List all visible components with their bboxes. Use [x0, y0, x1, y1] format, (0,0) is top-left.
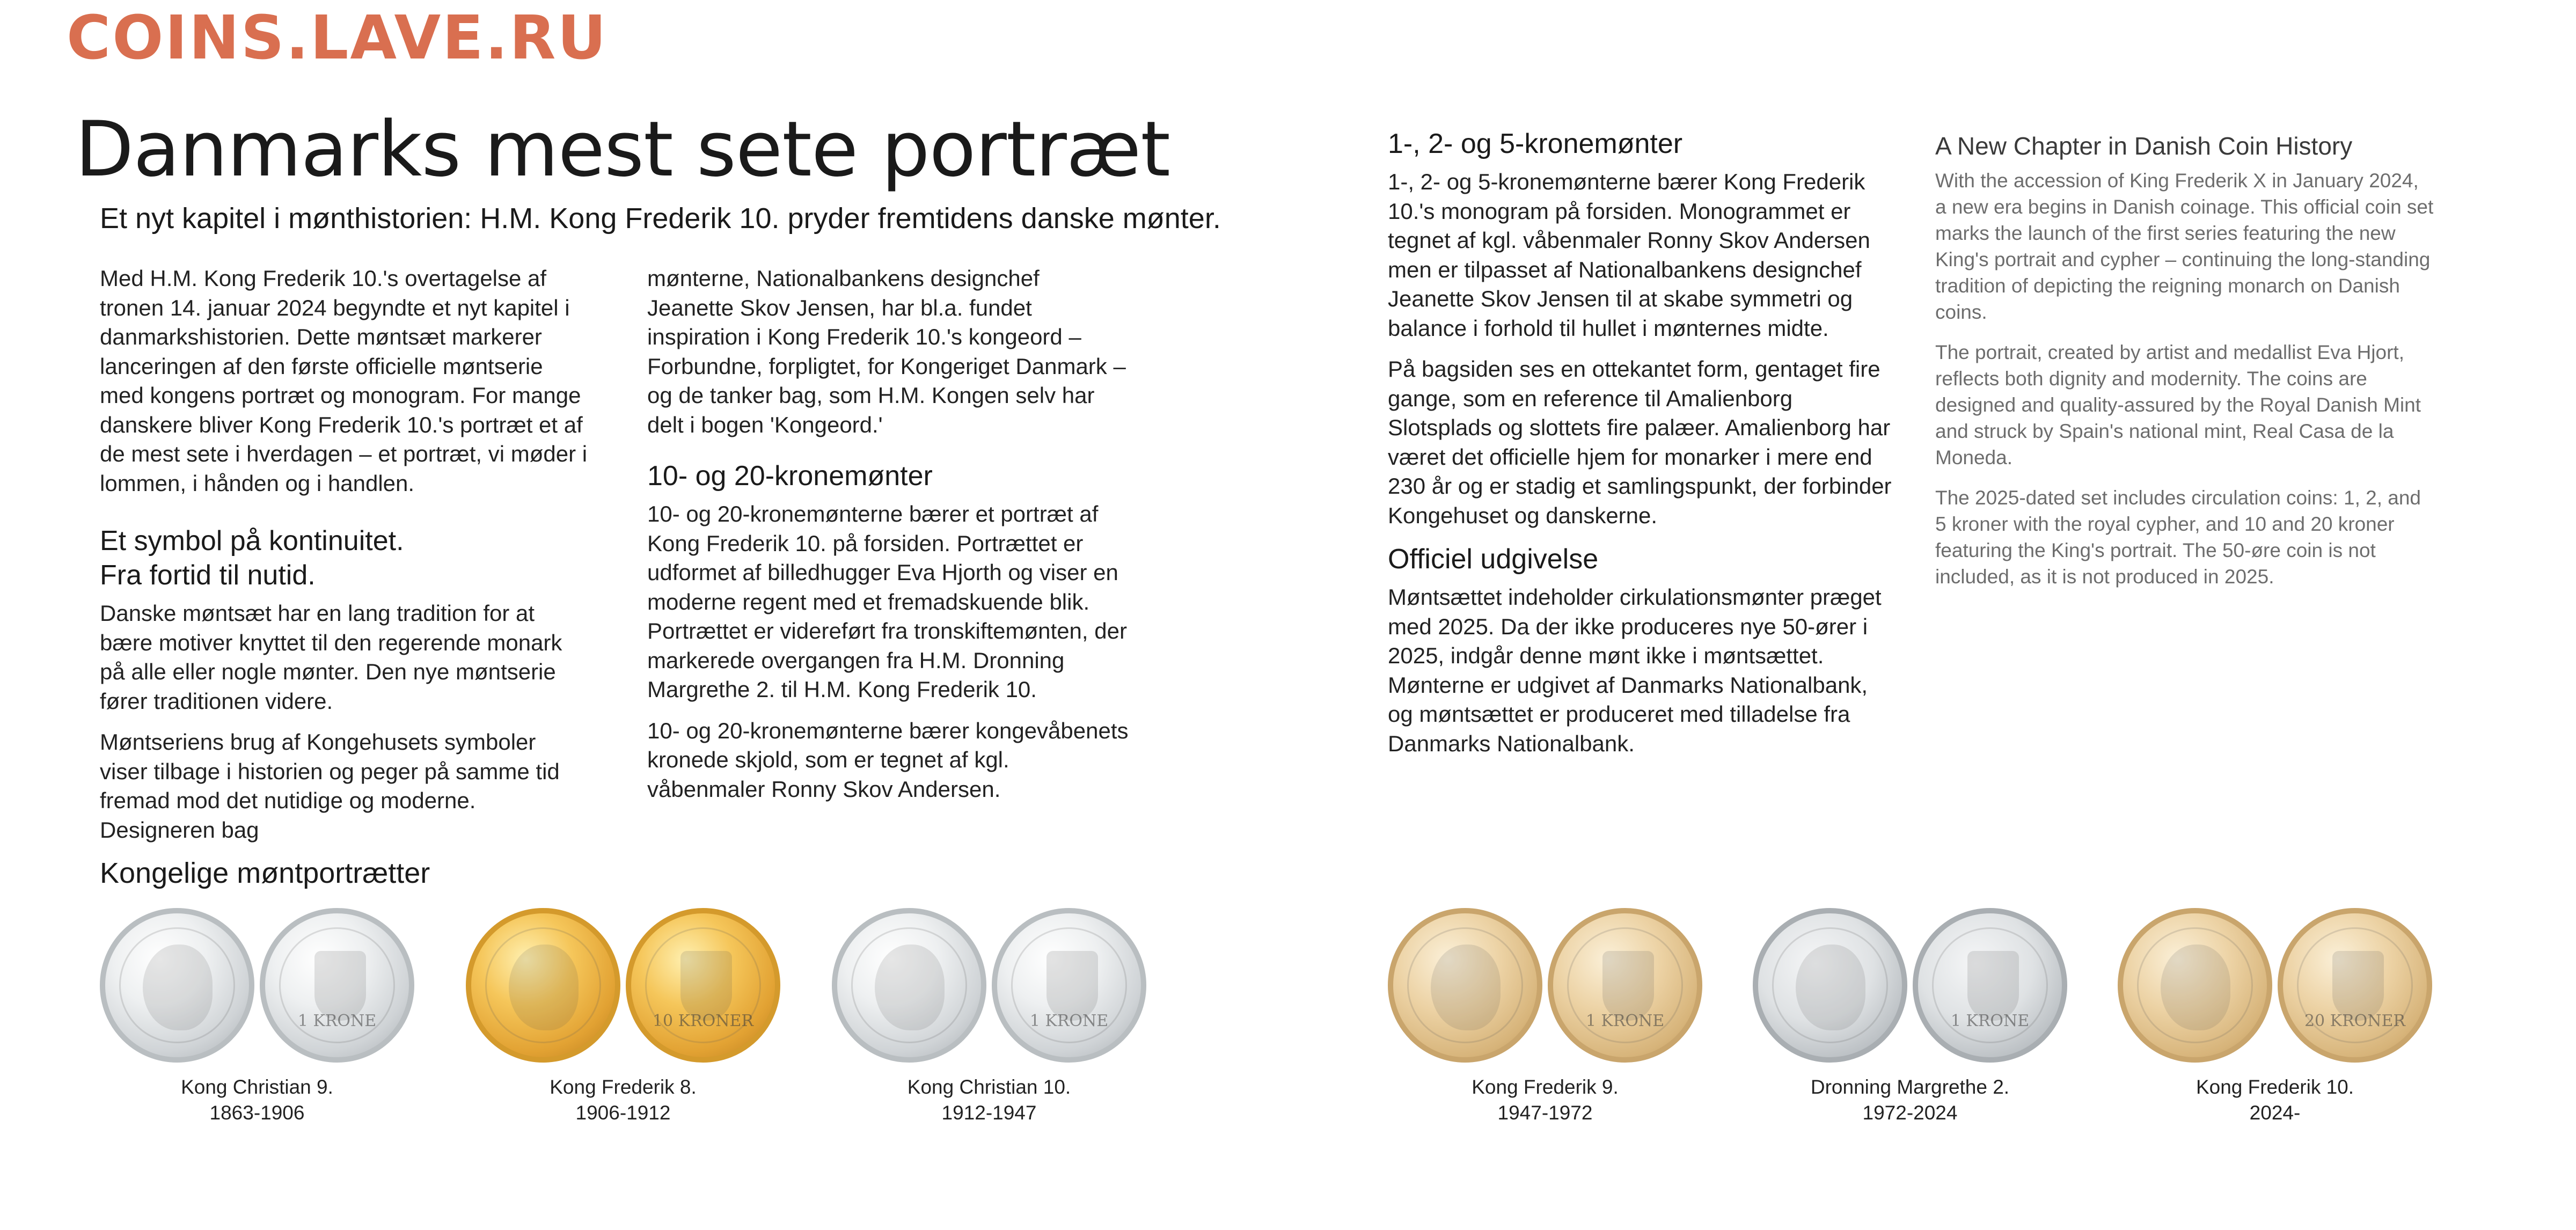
- portrait-relief: [143, 945, 213, 1030]
- release-paragraph: Møntsættet indeholder cirkulationsmønter præget med 2025. Da der ikke produceres nye 50-ører i 2025, indgår denne mønt ikke i møntsættet. Mønterne er udgivet af Danmarks Nationalbank, og møntsættet er produceret med tilladelse fra Danmarks Nationalbank.: [1388, 584, 1882, 756]
- monarch-name: Kong Frederik 8.: [550, 1076, 697, 1098]
- monarch-name: Kong Frederik 10.: [2196, 1076, 2354, 1098]
- crest-relief: [1046, 951, 1098, 1021]
- monarch-name: Kong Christian 9.: [181, 1076, 333, 1098]
- design-column: [647, 264, 1130, 816]
- crest-relief: [680, 951, 732, 1021]
- designer-paragraph: mønterne, Nationalbankens designchef Jeanette Skov Jensen, har bl.a. fundet inspiration i Kong Frederik 10.'s kongeord – Forbundne, forpligtet, for Kongeriget Danmark – og de tanker bag, som H.M. Kongen selv har delt i bogen 'Kongeord.': [647, 266, 1126, 437]
- coin-obverse-image: [1753, 908, 1907, 1063]
- symbols-paragraph: Møntseriens brug af Kongehusets symboler viser tilbage i historien og peger på samme tid fremad mod det nutidige og moderne. Designeren bag: [100, 729, 560, 843]
- coin-caption: [473, 1074, 773, 1126]
- portrait-relief: [1796, 945, 1865, 1030]
- monarch-name: Dronning Margrethe 2.: [1810, 1076, 2010, 1098]
- intro-column: [100, 264, 588, 856]
- official-release-heading: Officiel udgivelse: [1388, 544, 1599, 575]
- site-watermark: COINS.LAVE.RU: [67, 3, 608, 73]
- tradition-paragraph: Danske møntsæt har en lang tradition for at bære motiver knyttet til den regerende monark på alle eller nogle mønter. Den nye møntserie fører traditionen videre.: [100, 601, 562, 714]
- reign-years: 1906-1912: [575, 1102, 671, 1124]
- crest-relief: [1967, 951, 2019, 1021]
- coin-obverse-image: [832, 908, 986, 1063]
- coin-caption: [2125, 1074, 2425, 1126]
- coin-reverse-image: [1913, 908, 2067, 1063]
- coin-obverse-image: [2118, 908, 2272, 1063]
- portrait-relief: [509, 945, 579, 1030]
- portrait-relief: [2161, 945, 2230, 1030]
- small-coins-column: [1388, 127, 1892, 770]
- coin-denomination: 1 KRONE: [1029, 1012, 1109, 1030]
- intro-paragraph: Med H.M. Kong Frederik 10.'s overtagelse af tronen 14. januar 2024 begyndte et nyt kapitel i danmarkshistorien. Dette møntsæt markerer lanceringen af den første officielle møntserie med kongens portræt og monogram. For mange danskere bliver Kong Frederik 10.'s portræt et af de mest sete i hverdagen – et portræt, vi møder i lommen, i hånden og i handlen.: [100, 266, 588, 496]
- monarch-name: Kong Christian 10.: [907, 1076, 1071, 1098]
- coin-caption: [1395, 1074, 1695, 1126]
- heading-1-2-5-kroner: 1-, 2- og 5-kronemønter: [1388, 128, 1683, 159]
- continuity-heading: [100, 524, 588, 592]
- coin-reverse-image: [260, 908, 414, 1063]
- shield-paragraph: 10- og 20-kronemønterne bærer kongevåbenets kronede skjold, som er tegnet af kgl. våbenmaler Ronny Skov Andersen.: [647, 718, 1129, 802]
- english-paragraph-2: The portrait, created by artist and medallist Eva Hjort, reflects both dignity and modernity. The coins are designed and quality-assured by the Royal Danish Mint and struck by Spain's national mint, Real Casa de la Moneda.: [1935, 341, 2421, 468]
- reign-years: 1947-1972: [1497, 1102, 1593, 1124]
- reign-years: 1912-1947: [941, 1102, 1037, 1124]
- english-heading: A New Chapter in Danish Coin History: [1935, 132, 2353, 160]
- reign-years: 1863-1906: [209, 1102, 305, 1124]
- portrait-relief: [1431, 945, 1501, 1030]
- coin-caption: [1760, 1074, 2060, 1126]
- amalienborg-paragraph: På bagsiden ses en ottekantet form, gentaget fire gange, som en reference til Amalienborg Slotsplads og slottets fire palæer. Amalienborg har været det officielle hjem for monarker i mere end 230 år og er stadig et samlingspunkt, der forbinder Kongehuset og danskerne.: [1388, 356, 1892, 528]
- coin-reverse-image: [1548, 908, 1702, 1063]
- reign-years: 1972-2024: [1862, 1102, 1958, 1124]
- monogram-paragraph: 1-, 2- og 5-kronemønterne bærer Kong Frederik 10.'s monogram på forsiden. Monogrammet er tegnet af kgl. våbenmaler Ronny Skov Andersen men er tilpasset af Nationalbankens designchef Jeanette Skov Jensen til at skabe symmetri og balance i forhold til hullet i mønternes midte.: [1388, 169, 1870, 341]
- continuity-heading-line1: Et symbol på kontinuitet.: [100, 525, 404, 557]
- coin-denomination: 1 KRONE: [297, 1012, 377, 1030]
- coin-denomination: 1 KRONE: [1950, 1012, 2030, 1030]
- page-subtitle: Et nyt kapitel i mønthistorien: H.M. Kong Frederik 10. pryder fremtidens danske mønter.: [100, 202, 1221, 235]
- coin-obverse-image: [466, 908, 620, 1063]
- coin-reverse-image: [2278, 908, 2432, 1063]
- english-column: [1935, 131, 2434, 604]
- monarch-name: Kong Frederik 9.: [1472, 1076, 1619, 1098]
- portrait-paragraph: 10- og 20-kronemønterne bærer et portræt af Kong Frederik 10. på forsiden. Portrættet er udformet af billedhugger Eva Hjorth og viser en moderne regent med et fremadskuende blik. Portrættet er videreført fra tronskiftemønten, der markerede overgangen fra H.M. Dronning Margrethe 2. til H.M. Kong Frederik 10.: [647, 501, 1127, 702]
- coin-reverse-image: [626, 908, 780, 1063]
- coin-denomination: 1 KRONE: [1585, 1012, 1665, 1030]
- continuity-heading-line2: Fra fortid til nutid.: [100, 560, 316, 591]
- coin-caption: [839, 1074, 1139, 1126]
- coin-obverse-image: [100, 908, 254, 1063]
- coin-denomination: 10 KRONER: [652, 1012, 754, 1030]
- reign-years: 2024-: [2249, 1102, 2301, 1124]
- coin-denomination: 20 KRONER: [2304, 1012, 2406, 1030]
- coin-caption: [107, 1074, 407, 1126]
- page-title: Danmarks mest sete portræt: [75, 105, 1170, 194]
- portrait-relief: [875, 945, 945, 1030]
- coin-reverse-image: [992, 908, 1146, 1063]
- crest-relief: [314, 951, 366, 1021]
- crest-relief: [2332, 951, 2384, 1021]
- royal-portraits-label: Kongelige møntportrætter: [100, 857, 430, 889]
- english-paragraph-3: The 2025-dated set includes circulation coins: 1, 2, and 5 kroner with the royal cypher, and 10 and 20 kroner featuring the King's portrait. The 50-øre coin is not included, as it is not produced in 2025.: [1935, 487, 2421, 588]
- english-paragraph-1: With the accession of King Frederik X in January 2024, a new era begins in Danish coinage. This official coin set marks the launch of the first series featuring the new King's portrait and cypher – continuing the long-standing tradition of depicting the reigning monarch on Danish coins.: [1935, 170, 2434, 323]
- crest-relief: [1602, 951, 1654, 1021]
- coin-obverse-image: [1388, 908, 1542, 1063]
- heading-10-20-kroner: 10- og 20-kronemønter: [647, 460, 933, 492]
